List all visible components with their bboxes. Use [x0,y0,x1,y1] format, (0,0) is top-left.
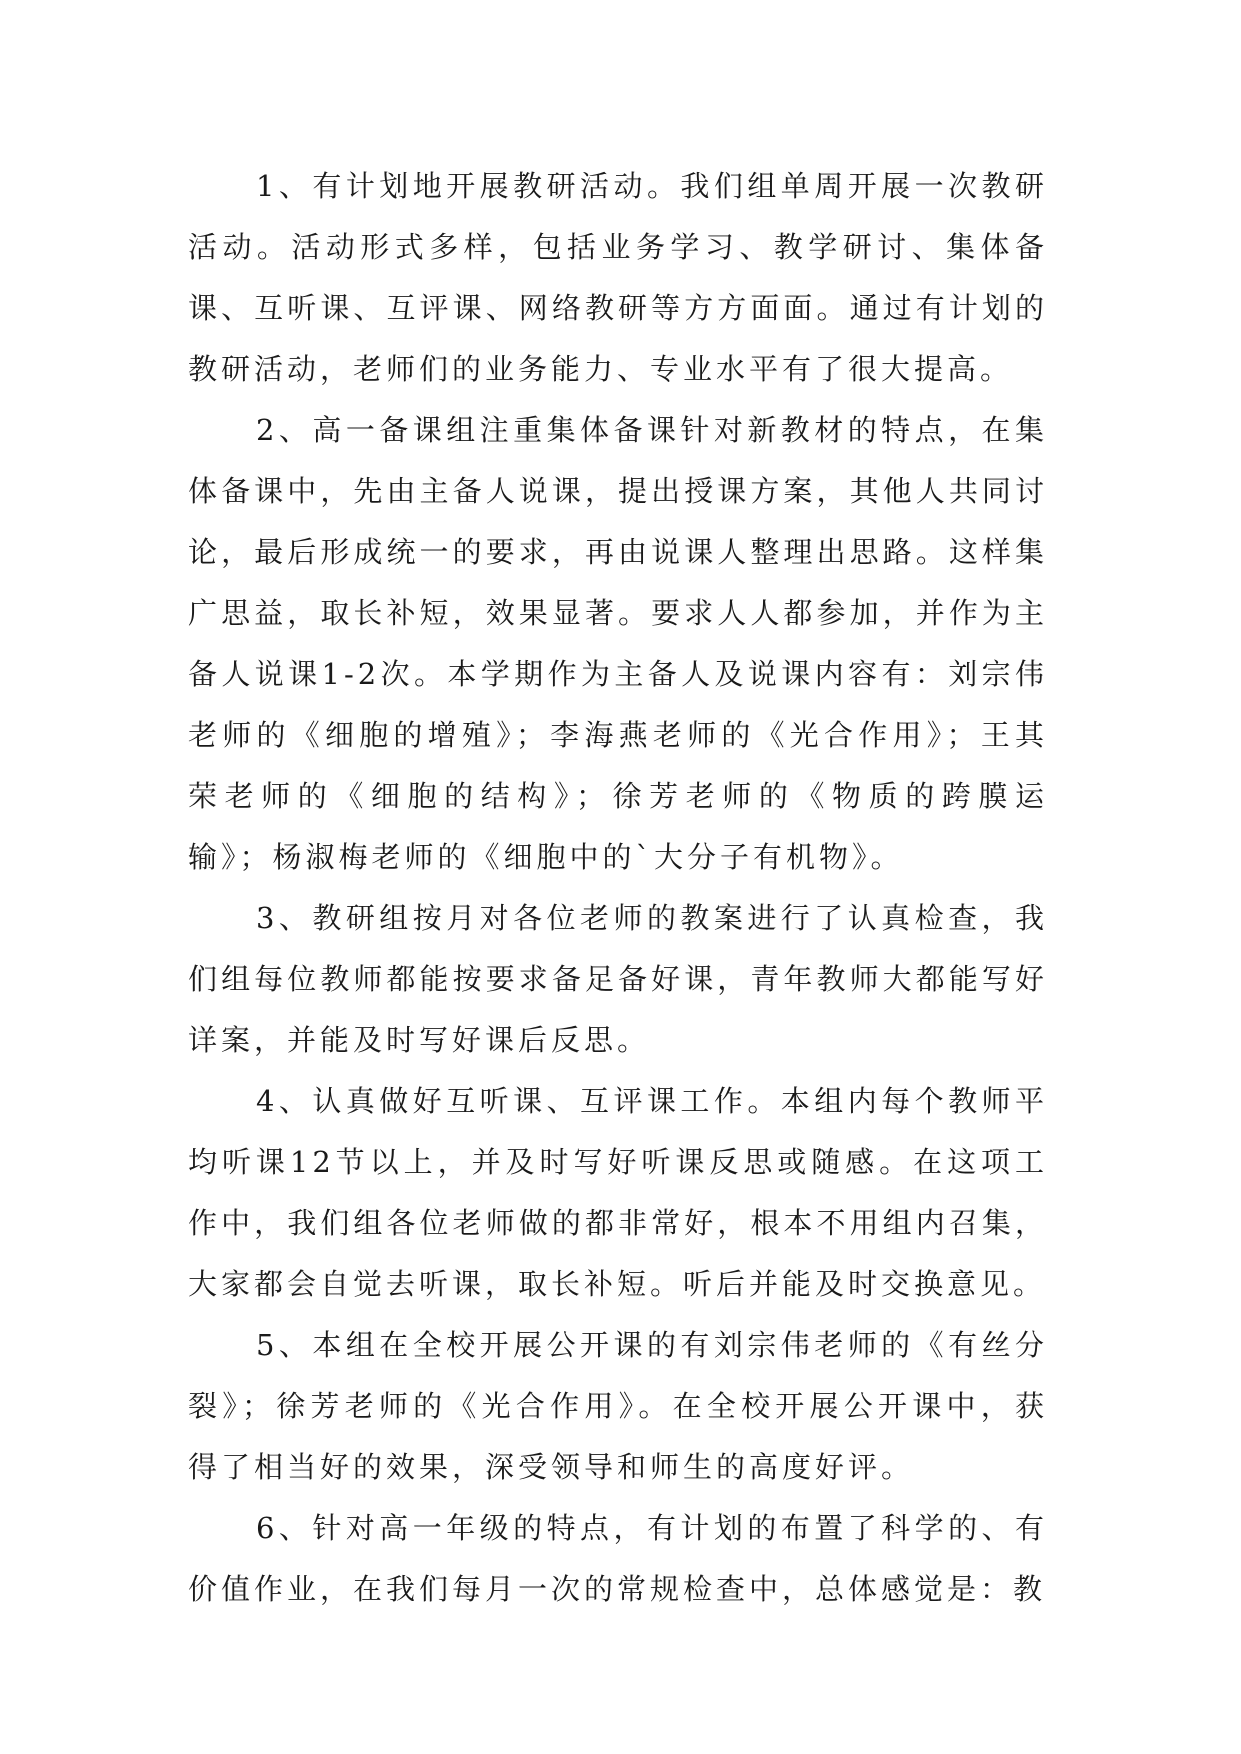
paragraph-3: 3、教研组按月对各位老师的教案进行了认真检查，我们组每位教师都能按要求备足备好课，青年教师大都能写好详案，并能及时写好课后反思。 [188,901,1048,1057]
paragraph-6: 6、针对高一年级的特点，有计划的布置了科学的、有价值作业，在我们每月一次的常规检查中，总体感觉是：教 [188,1511,1048,1606]
paragraph-1: 1、有计划地开展教研活动。我们组单周开展一次教研活动。活动形式多样，包括业务学习、教学研讨、集体备课、互听课、互评课、网络教研等方方面面。通过有计划的教研活动，老师们的业务能力、专业水平有了很大提高。 [188,169,1048,386]
paragraph-4: 4、认真做好互听课、互评课工作。本组内每个教师平均听课12节以上，并及时写好听课反思或随感。在这项工作中，我们组各位老师做的都非常好，根本不用组内召集，大家都会自觉去听课，取长补短。听后并能及时交换意见。 [188,1084,1048,1301]
paragraph-2: 2、高一备课组注重集体备课针对新教材的特点，在集体备课中，先由主备人说课，提出授课方案，其他人共同讨论，最后形成统一的要求，再由说课人整理出思路。这样集广思益，取长补短，效果显著。要求人人都参加，并作为主备人说课1-2次。本学期作为主备人及说课内容有：刘宗伟老师的《细胞的增殖》；李海燕老师的《光合作用》；王其荣老师的《细胞的结构》；徐芳老师的《物质的跨膜运输》；杨淑梅老师的《细胞中的`大分子有机物》。 [188,413,1048,874]
document-body [188,156,1048,1620]
paragraph-5: 5、本组在全校开展公开课的有刘宗伟老师的《有丝分裂》；徐芳老师的《光合作用》。在全校开展公开课中，获得了相当好的效果，深受领导和师生的高度好评。 [188,1328,1048,1484]
